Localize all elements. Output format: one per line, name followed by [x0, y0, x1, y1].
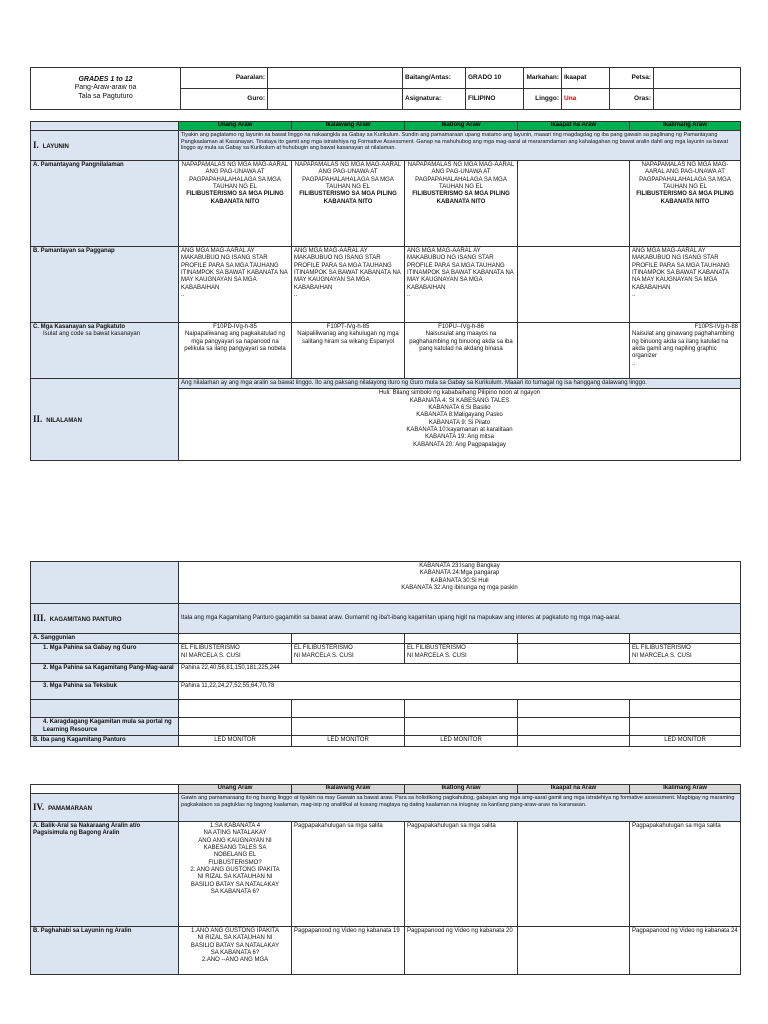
iba-day-3: LED MONITOR — [405, 736, 518, 747]
nilalaman-content — [179, 389, 741, 461]
layunin-heading — [31, 131, 179, 161]
sanggunian-label: A. Sanggunian — [31, 634, 179, 644]
petsa-field[interactable] — [654, 68, 741, 89]
nilalaman-line: KABANATA 6:Si Basilio — [428, 404, 491, 411]
pamamaraan-roman: IV. — [33, 801, 45, 812]
corner-cell — [31, 122, 179, 131]
title-line-2: Tala sa Pagtuturo — [78, 92, 133, 100]
day-header-2: Ikalawang Araw — [292, 122, 405, 131]
balik-aral-label: A. Balik-Aral sa Nakaraang Aralin at/o Pagsisimula ng Bagong Aralin — [31, 822, 179, 927]
balik-aral-day-5: Pagpapakahulugan sa mga salita — [630, 822, 741, 927]
day-header-1: Unang Araw — [179, 122, 292, 131]
paghahabi-day-2: Pagpapanood ng Video ng kabanata 19 — [292, 927, 405, 975]
nilalaman-roman: II. — [33, 414, 43, 424]
kagamitang-mag-aaral-label: 2. Mga Pahina sa Kagamitang Pang-Mag-aaral — [31, 664, 179, 682]
c-day-5: F10PS-IVg-h-88 Naisulat ang ginawang paghahambing ng binuong akda sa ilang katulad na akda gamit ang napiling graphic organizer .. — [630, 323, 741, 379]
b-day-5: ANG MGA MAG-AARAL AY MAKABUBUO NG ISANG STAR PROFILE PARA SA MGA TAUHANG ITINAMPOK SA BAWAT KABANATA NA MAY KAUGNAYAN SA MGA KABABAIHAN .. — [630, 247, 741, 323]
b-day-1: ANG MGA MAG-AARAL AY MAKABUBUO NG ISANG STAR PROFILE PARA SA MGA TAUHANG ITINAMPOK SA BAWAT KABANATA NA MAY KAUGNAYAN SA MGA KABABAIHAN .. — [179, 247, 292, 323]
c-day-1: F10PD-IVg-h-85 Naipapaliwanag ang pagkakatulad ng mga pangyayari sa napanood na pelikula sa ilang pangyayari sa nobela — [179, 323, 292, 379]
teksbuk-value: Pahina 11,22,24,27,52,55,64,70,78 — [179, 682, 741, 700]
kagamitan-title: KAGAMITANG PANTURO — [49, 616, 122, 623]
guro-field[interactable] — [268, 89, 403, 110]
linggo-value: Una — [562, 89, 610, 110]
balik-aral-day-3: Pagpapakahulugan sa mga salita — [405, 822, 518, 927]
kagamitan-note: Itala ang mga Kagamitang Panturo gagamitin sa bawat araw. Gumamit ng iba't-ibang kagamitan upang higit na mapukaw ang interes at pagkatuto ng mga mag-aaral. — [179, 604, 741, 634]
nilalaman-line: KABANATA 23:Isang Bangkay — [419, 563, 500, 569]
layunin-roman: I. — [33, 139, 39, 150]
iv-corner-cell — [31, 785, 179, 794]
paghahabi-day-4 — [518, 927, 630, 975]
kasanayan-label: C. Mga Kasanayan sa Pagkatuto — [33, 324, 126, 330]
nilalaman-title: NILALAMAN — [46, 418, 82, 424]
balik-aral-day-2: Pagpapakahulugan sa mga salita — [292, 822, 405, 927]
kagamitan-table — [30, 561, 741, 747]
iba-pang-kagamitan-label: B. Iba pang Kagamitang Panturo — [31, 736, 179, 747]
pamamaraan-title: PAMAMARAAN — [48, 805, 92, 812]
iv-day-header-2: Ikalawang Araw — [292, 785, 405, 794]
nilalaman-line: KABANATA 20: Ang Pagpapalagay — [413, 441, 506, 448]
markahan-label: Markahan: — [524, 68, 562, 89]
a-day-4 — [518, 161, 630, 247]
grades-label: GRADES 1 to 12 — [78, 75, 133, 83]
gabay-guro-day-1: EL FILIBUSTERISMO NI MARCELA S. CUSI — [179, 644, 292, 664]
gabay-guro-day-2: EL FILIBUSTERISMO NI MARCELA S. CUSI — [292, 644, 405, 664]
c-day-3: F10PU--IVg-h-86 Naisusulat ang maayos na paghahambing ng binuong akda sa iba pang katulad na akdang binasa — [405, 323, 518, 379]
kasanayan-label-cell — [31, 323, 179, 379]
pamantayan-pagganap-label: B. Pamantayan sa Pagganap — [31, 247, 179, 323]
sanggunian-day-2 — [292, 634, 405, 644]
pamamaraan-heading — [31, 794, 179, 822]
iv-day-header-4: Ikaapat na Araw — [518, 785, 630, 794]
lr-day-1 — [179, 718, 292, 736]
day-header-4: Ikaapat na Araw — [518, 122, 630, 131]
b-day-2: ANG MGA MAG-AARAL AY MAKABUBUO NG ISANG STAR PROFILE PARA SA MGA TAUHANG ITINAMPOK SA BAWAT KABANATA NA MAY KAUGNAYAN SA MGA KABABAIHAN .. — [292, 247, 405, 323]
b-day-4 — [518, 247, 630, 323]
paghahabi-day-3: Pagpapanood ng Video ng kabanata 20 — [405, 927, 518, 975]
lr-day-2 — [292, 718, 405, 736]
learning-resource-label: 4. Karagdagang Kagamitan mula sa portal ng Learning Resource — [31, 718, 179, 736]
a-day-3: NAPAPAMALAS NG MGA MAG-AARAL ANG PAG-UNAWA AT PAGPAPAHALAHALAGA SA MGA TAUHAN NG EL FILIBUSTERISMO SA MGA PILING KABANATA NITO — [405, 161, 518, 247]
nilalaman-line: KABANATA 10:kayamanan at karalitaan — [406, 426, 513, 433]
day-header-3: Ikatlong Araw — [405, 122, 518, 131]
nilalaman-line: KABANATA 24:Mga pangarap — [419, 570, 500, 577]
sanggunian-day-1 — [179, 634, 292, 644]
lr-day-4 — [518, 718, 630, 736]
kagamitan-roman: III. — [33, 612, 46, 623]
linggo-label: Linggo: — [524, 89, 562, 110]
blank-day-2 — [292, 700, 405, 718]
paghahabi-day-1: 1.ANO ANG GUSTONG IPAKITA NI RIZAL SA KATAUHAN NI BASILIO BATAY SA NATALAKAY SA KABANATA 6? 2.ANO --ANO ANG MGA — [179, 927, 292, 975]
b-day-3: ANG MGA MAG-AARAL AY MAKABUBUO NG ISANG STAR PROFILE PARA SA MGA TAUHANG ITINAMPOK SA BAWAT KABANATA NA MAY KAUGNAYAN SA MGA KABABAIHAN .. — [405, 247, 518, 323]
day-header-5: Ikalimang Araw — [630, 122, 741, 131]
iba-day-5: LED MONITOR — [630, 736, 741, 747]
asignatura-label: Asignatura: — [403, 89, 466, 110]
nilalaman-note: Ang nilalaman ay ang mga aralin sa bawat linggo. Ito ang paksang nilalayong ituro ng Guro mula sa Gabay sa Kurikulum. Maaari ito tumagal ng isa hanggang dalawang linggo. — [179, 379, 741, 389]
a-day-5: NAPAPAMALAS NG MGA MAG-AARAL ANG PAG-UNAWA AT PAGPAPAHALAHALAGA SA MGA TAUHAN NG EL FILIBUSTERISMO SA MGA PILING KABANATA NITO — [630, 161, 741, 247]
balik-aral-day-1: 1.SA KABANATA 4 NA ATING NATALAKAY ANO ANG KAUGNAYAN NI KABESANG TALES SA NOBELANG EL FILIBUSTERISMO? 2. ANO ANG GUSTONG IPAKITA NI RIZAL SA KATAUHAN NI BASILIO BATAY SA NATALAKAY SA KABANATA 6? — [179, 822, 292, 927]
layunin-note: Tiyakin ang pagtatamo ng layunin sa bawat linggo na nakaangkla sa Gabay sa Kurikulum. Sundin ang pamamaraan upang matamo ang layunin, maaari ring magdagdag ng iba pang gawain sa paglinang ng Pamantayang Pangkaalaman at Kasanayan. Tinataya ito gamit ang mga istratehiya ng Formative Assessment. Ganap na mahuhubog ang mga mag-aaral at mararamdaman ang kahalagahan ng bawat aralin dahil ang mga layunin sa bawat linggo ay mula sa Gabay sa Kurikulum at huhubugin ang bawat kasanayan at nilalaman. — [179, 131, 741, 161]
nilalaman-line: KABANATA 4: SI KABESANG TALES — [409, 397, 510, 404]
blank-day-3 — [405, 700, 518, 718]
baitang-label: Baitang/Antas: — [403, 68, 466, 89]
a-day-2: NAPAPAMALAS NG MGA MAG-AARAL ANG PAG-UNAWA AT PAGPAPAHALAHALAGA SA MGA TAUHAN NG EL FILIBUSTERISMO SA MGA PILING KABANATA NITO — [292, 161, 405, 247]
oras-label: Oras: — [610, 89, 654, 110]
asignatura-value: FILIPINO — [466, 89, 524, 110]
a-day-1: NAPAPAMALAS NG MGA MAG-AARAL ANG PAG-UNAWA AT PAGPAPAHALAHALAGA SA MGA TAUHAN NG EL FILIBUSTERISMO SA MGA PILING KABANATA NITO — [179, 161, 292, 247]
gabay-guro-day-5: EL FILIBUSTERISMO NI MARCELA S. CUSI — [630, 644, 741, 664]
header-table — [30, 67, 741, 110]
iv-day-header-5: Ikalimang Araw — [630, 785, 741, 794]
petsa-label: Petsa: — [610, 68, 654, 89]
markahan-value: Ikaapat — [562, 68, 610, 89]
layunin-title: LAYUNIN — [42, 143, 69, 150]
blank-day-1 — [179, 700, 292, 718]
sanggunian-day-5 — [630, 634, 741, 644]
pamantayang-pangnilalaman-label: A. Pamantayang Pangnilalaman — [31, 161, 179, 247]
nilalaman-line: KABANATA 9: Si Pilato — [428, 419, 491, 426]
nilalaman-line: KABANATA 19: Ang mitsa — [425, 434, 494, 441]
nilalaman-line: KABANATA 32:Ang ibinunga ng mga paskin — [401, 584, 518, 591]
oras-field[interactable] — [654, 89, 741, 110]
pamamaraan-note: Gawin ang pamamaraang ito ng buong linggo at tiyakin na may Gawain sa bawat araw. Para sa holistikong pagkahubog, gabayan ang mga amg-aaral gamit ang mga istratehiya ng formative assessment. Magbigay ng maraming pagkakataon sa pagtuklas ng bagong kaalaman, mag-isip ng analitikal at kusang magtaya ng dating kaalaman na iniugnay sa kanilang pang-araw-araw na karanasan. — [179, 794, 741, 822]
iv-day-header-1: Unang Araw — [179, 785, 292, 794]
title-block — [31, 68, 181, 110]
blank-label — [31, 700, 179, 718]
iv-day-header-3: Ikatlong Araw — [405, 785, 518, 794]
nilalaman-line: KABANATA 8:Maligayang Pasko — [416, 412, 503, 419]
sanggunian-day-3 — [405, 634, 518, 644]
nilalaman-cont-content — [179, 562, 741, 604]
kagamitan-heading — [31, 604, 179, 634]
kagamitang-mag-aaral-value: Pahina 22,40,56,81,150,181,225,244 — [179, 664, 741, 682]
iba-day-2: LED MONITOR — [292, 736, 405, 747]
gabay-guro-day-3: EL FILIBUSTERISMO NI MARCELA S. CUSI — [405, 644, 518, 664]
kasanayan-sub: Isulat ang code sa bawat kasanayan — [43, 331, 141, 338]
blank-day-4 — [518, 700, 630, 718]
pamamaraan-table — [30, 784, 741, 975]
iba-day-4 — [518, 736, 630, 747]
nilalaman-cont-label — [31, 562, 179, 604]
guro-label: Guro: — [181, 89, 268, 110]
paghahabi-day-5: Pagpapanood ng Video ng kabanata 24 — [630, 927, 741, 975]
iba-day-1: LED MONITOR — [179, 736, 292, 747]
baitang-value: GRADO 10 — [466, 68, 524, 89]
teksbuk-label: 3. Mga Pahina sa Teksbuk — [31, 682, 179, 700]
c-day-4 — [518, 323, 630, 379]
nilalaman-heading — [31, 379, 179, 461]
blank-day-5 — [630, 700, 741, 718]
gabay-guro-day-4 — [518, 644, 630, 664]
title-line-1: Pang-Araw-araw na — [74, 84, 137, 92]
lr-day-3 — [405, 718, 518, 736]
paaralan-field[interactable] — [268, 68, 403, 89]
balik-aral-day-4 — [518, 822, 630, 927]
c-day-2: F10PT-IVg-h-85 Naipaliliwanag ang kahulugan ng mga salitang hiram sa wikang Espanyol — [292, 323, 405, 379]
gabay-guro-label: 1. Mga Pahina sa Gabay ng Guro — [31, 644, 179, 664]
sanggunian-day-4 — [518, 634, 630, 644]
paghahabi-label: B. Paghahabi sa Layunin ng Aralin — [31, 927, 179, 975]
lr-day-5 — [630, 718, 741, 736]
paaralan-label: Paaralan: — [181, 68, 268, 89]
nilalaman-line: Huli: Bilang simbolo ng kababaihang Pilipino noon at ngayon — [378, 390, 541, 397]
nilalaman-line: KABANATA 30:Si Huli — [430, 577, 489, 584]
layunin-table — [30, 121, 741, 461]
